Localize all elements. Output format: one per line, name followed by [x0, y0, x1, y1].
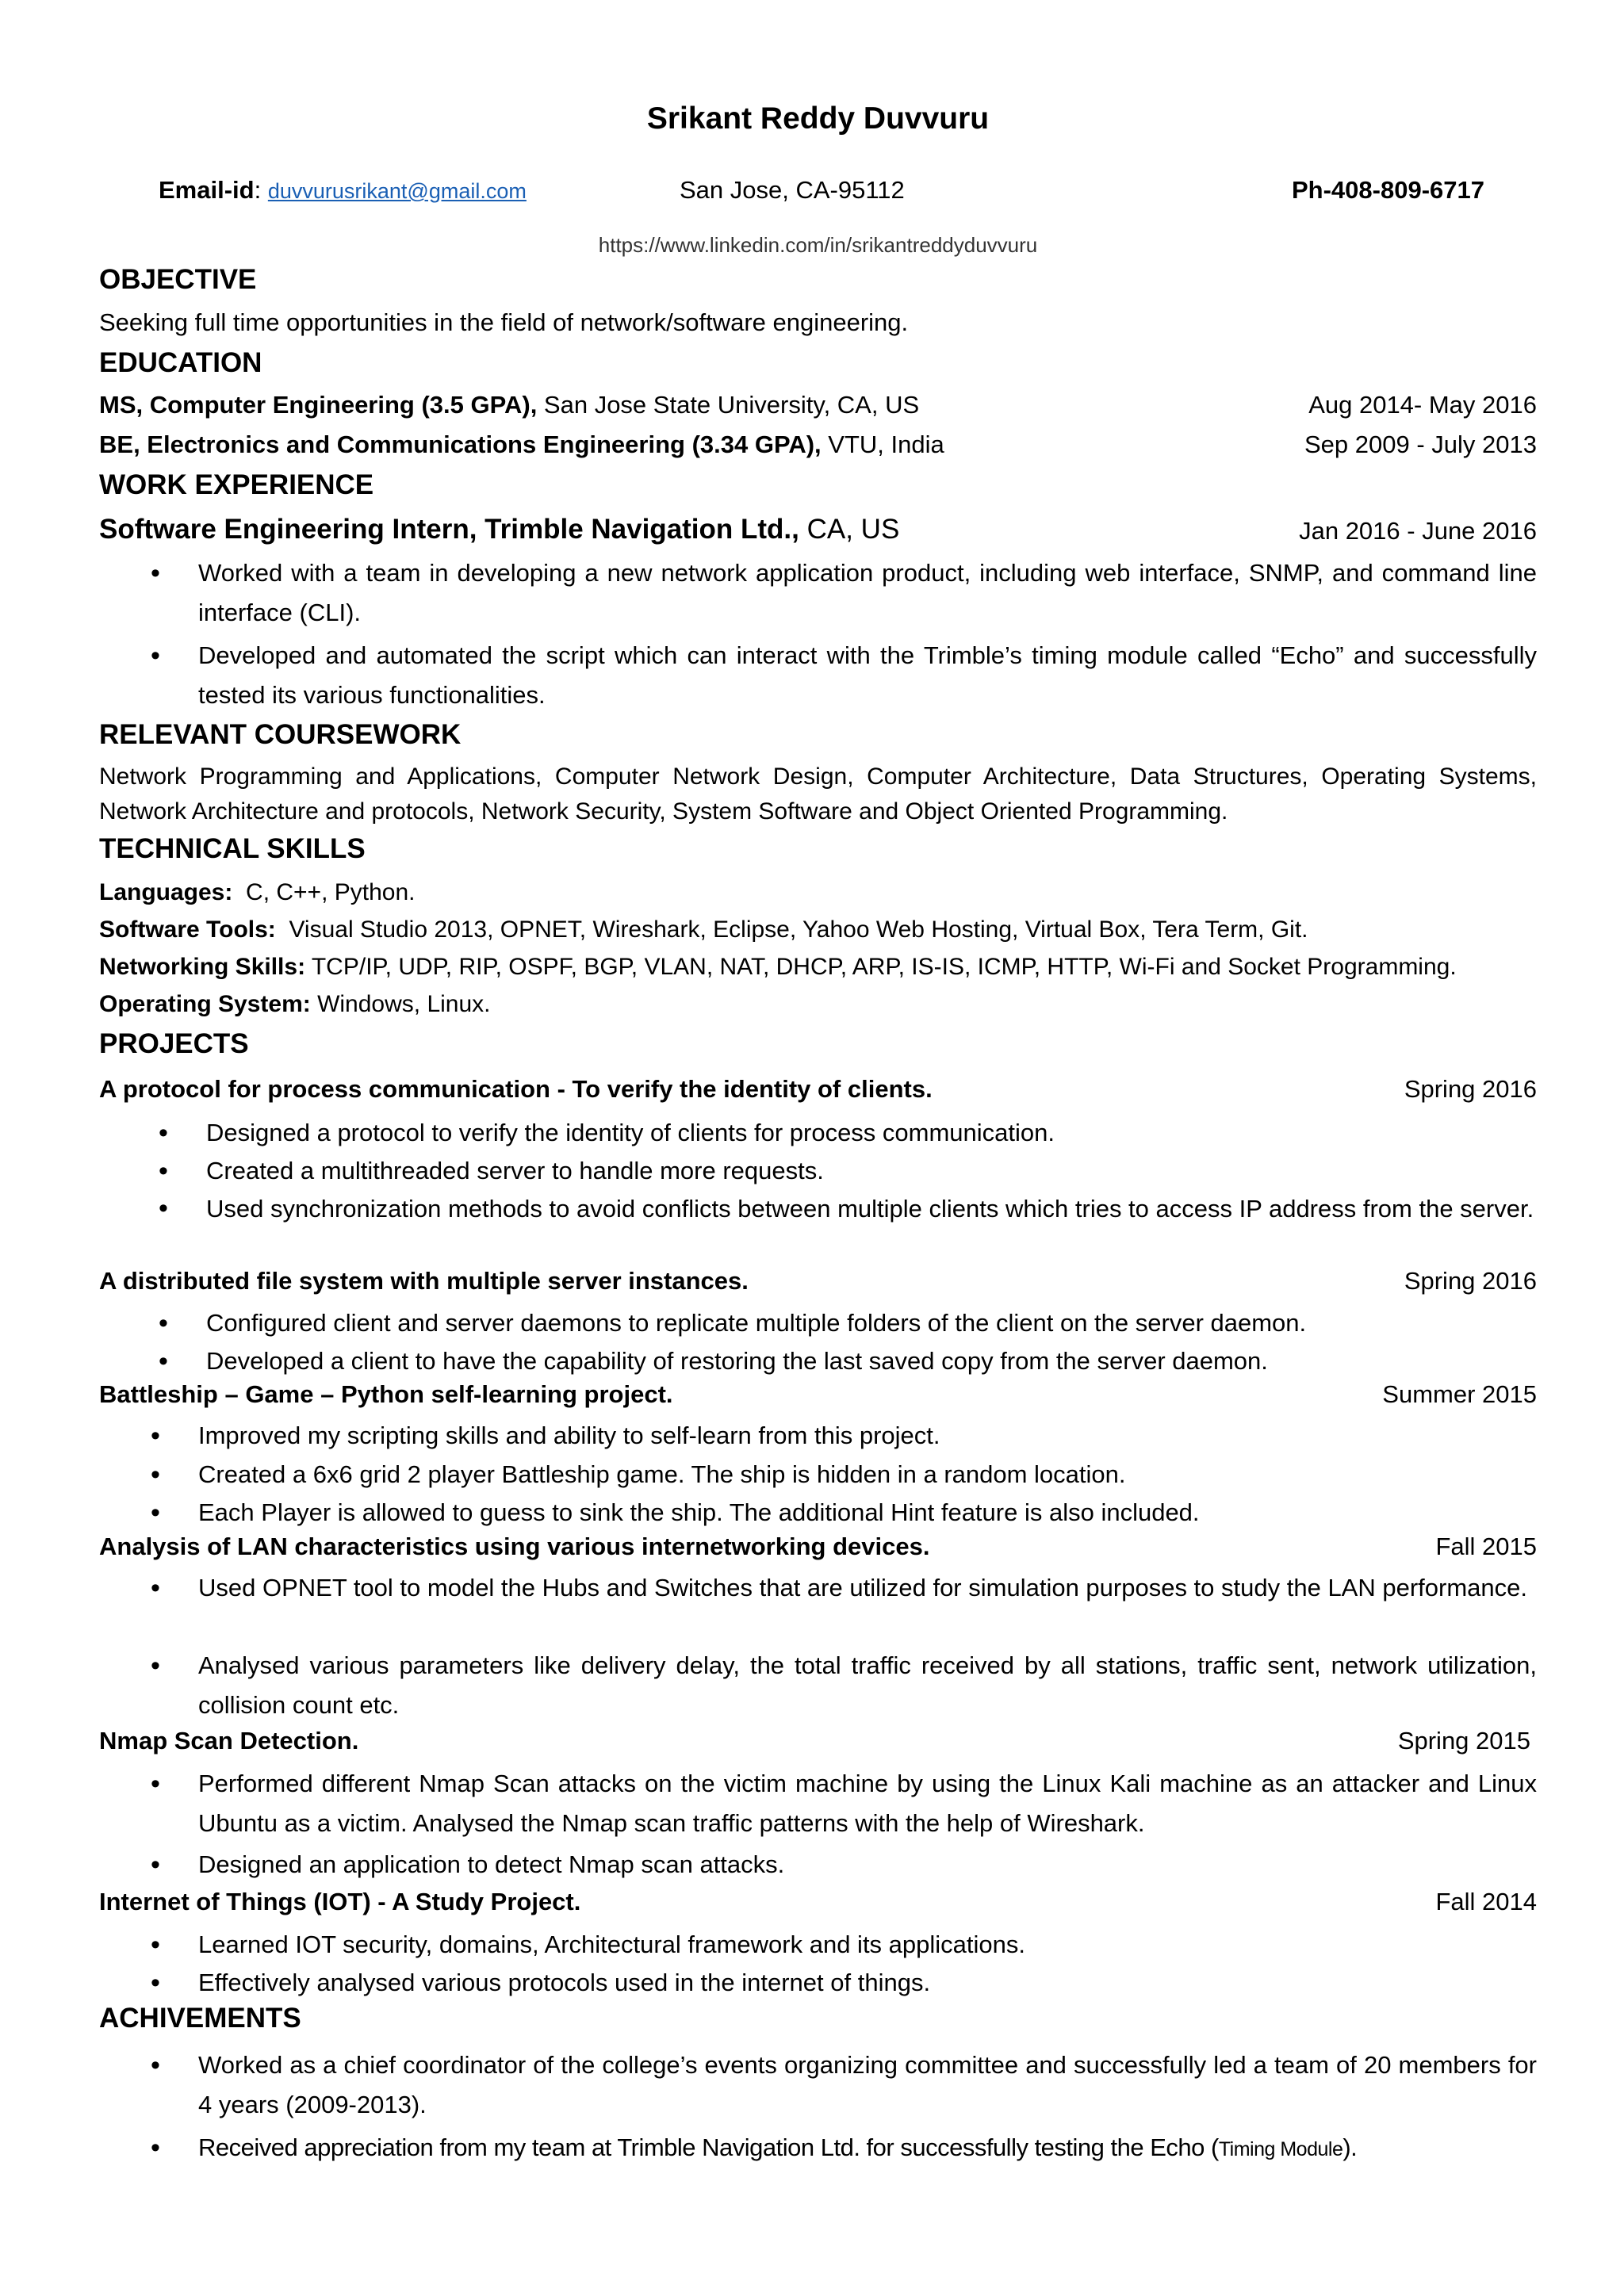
skill-value: Visual Studio 2013, OPNET, Wireshark, Eclipse, Yahoo Web Hosting, Virtual Box, Tera Term, Git.	[275, 916, 1308, 943]
skill-label: Operating System:	[99, 991, 311, 1017]
project-bullet: • Created a multithreaded server to handle more requests.	[206, 1151, 1537, 1191]
project-date: Fall 2014	[1435, 1888, 1537, 1915]
projects-heading: PROJECTS	[99, 1028, 249, 1059]
skill-value: TCP/IP, UDP, RIP, OSPF, BGP, VLAN, NAT, DHCP, ARP, IS-IS, ICMP, HTTP, Wi-Fi and Socket Programming.	[305, 954, 1457, 980]
achievement-text: Received appreciation from my team at Trimble Navigation Ltd. for successfully testing the Echo (	[198, 2133, 1219, 2161]
work-role-line	[99, 514, 1537, 545]
project-title-line	[99, 1727, 1537, 1755]
work-heading: WORK EXPERIENCE	[99, 469, 374, 500]
work-bullet: • Developed and automated the script which can interact with the Trimble’s timing module called “Echo” and successfully tested its various functionalities.	[198, 636, 1537, 715]
objective-heading: OBJECTIVE	[99, 264, 257, 295]
education-heading: EDUCATION	[99, 347, 262, 378]
email-separator: :	[254, 176, 262, 204]
skill-row-tools	[99, 916, 1537, 943]
contact-city: San Jose, CA-95112	[680, 176, 905, 204]
skill-value: Windows, Linux.	[310, 991, 491, 1017]
contact-phone: Ph-408-809-6717	[1292, 176, 1484, 204]
project-bullet: • Improved my scripting skills and ability to self-learn from this project.	[198, 1416, 1537, 1456]
project-title: Internet of Things (IOT) - A Study Project.	[99, 1888, 581, 1915]
project-date: Spring 2015	[1397, 1727, 1530, 1755]
project-bullet: • Created a 6x6 grid 2 player Battleship game. The ship is hidden in a random location.	[198, 1455, 1537, 1494]
skill-row-languages	[99, 879, 1537, 906]
project-title: Nmap Scan Detection.	[99, 1727, 359, 1755]
project-bullet: • Learned IOT security, domains, Architectural framework and its applications.	[198, 1925, 1537, 1965]
candidate-name: Srikant Reddy Duvvuru	[646, 101, 990, 136]
achievement-bullet: • Worked as a chief coordinator of the college’s events organizing committee and successfully led a team of 20 members for 4 years (2009-2013).	[198, 2045, 1537, 2125]
work-bullet: • Worked with a team in developing a new network application product, including web interface, SNMP, and command line interface (CLI).	[198, 553, 1537, 633]
skill-value: C, C++, Python.	[232, 879, 416, 905]
education-item	[99, 430, 1537, 459]
project-bullet: • Configured client and server daemons to replicate multiple folders of the client on the server daemon.	[206, 1303, 1537, 1343]
project-bullet: • Each Player is allowed to guess to sink the ship. The additional Hint feature is also included.	[198, 1493, 1537, 1533]
resume-page	[99, 0, 1537, 2296]
linkedin-url[interactable]: https://www.linkedin.com/in/srikantreddyduvvuru	[598, 233, 1038, 257]
degree: BE, Electronics and Communications Engineering (3.34 GPA),	[99, 430, 822, 458]
education-dates: Sep 2009 - July 2013	[1304, 430, 1537, 458]
project-title-line	[99, 1533, 1537, 1561]
project-title-line	[99, 1075, 1537, 1104]
work-dates: Jan 2016 - June 2016	[1299, 517, 1537, 545]
email-link[interactable]: duvvurusrikant@gmail.com	[267, 179, 527, 203]
project-date: Spring 2016	[1404, 1267, 1537, 1295]
degree: MS, Computer Engineering (3.5 GPA),	[99, 391, 538, 419]
project-title-line	[99, 1267, 1537, 1295]
project-title: A protocol for process communication - To verify the identity of clients.	[99, 1075, 933, 1103]
project-title-line	[99, 1888, 1537, 1916]
achievements-heading: ACHIVEMENTS	[99, 2003, 301, 2034]
work-role: Software Engineering Intern, Trimble Navigation Ltd.,	[99, 514, 799, 545]
achievement-small-text: Timing Module	[1218, 2138, 1343, 2160]
education-item	[99, 391, 1537, 419]
school: VTU, India	[821, 430, 944, 458]
project-bullet: • Effectively analysed various protocols used in the internet of things.	[198, 1963, 1537, 2003]
project-bullet: • Used OPNET tool to model the Hubs and Switches that are utilized for simulation purposes to study the LAN performance.	[198, 1569, 1537, 1607]
skill-label: Languages:	[99, 879, 233, 905]
skill-row-networking	[99, 954, 1537, 981]
achievement-end: ).	[1342, 2133, 1358, 2161]
project-title: A distributed file system with multiple server instances.	[99, 1267, 749, 1295]
school: San Jose State University, CA, US	[537, 391, 920, 419]
achievement-bullet	[198, 2128, 1537, 2169]
contact-email	[159, 176, 527, 205]
project-title: Battleship – Game – Python self-learning project.	[99, 1380, 673, 1408]
project-date: Spring 2016	[1404, 1075, 1537, 1103]
project-title: Analysis of LAN characteristics using various internetworking devices.	[99, 1533, 930, 1560]
project-bullet: • Developed a client to have the capability of restoring the last saved copy from the server daemon.	[206, 1341, 1537, 1381]
education-dates: Aug 2014- May 2016	[1308, 391, 1537, 419]
project-bullet: • Designed a protocol to verify the identity of clients for process communication.	[206, 1113, 1537, 1153]
project-bullet: • Performed different Nmap Scan attacks on the victim machine by using the Linux Kali machine as an attacker and Linux Ubuntu as a victim. Analysed the Nmap scan traffic patterns with the help of Wireshark.	[198, 1764, 1537, 1843]
skill-label: Software Tools:	[99, 916, 276, 943]
coursework-text: Network Programming and Applications, Computer Network Design, Computer Architecture, Data Structures, Operating Systems, Network Architecture and protocols, Network Security, System Software and Object Oriented Programming.	[99, 763, 1537, 825]
project-title-line	[99, 1380, 1537, 1409]
objective-text: Seeking full time opportunities in the field of network/software engineering.	[99, 308, 909, 336]
coursework-heading: RELEVANT COURSEWORK	[99, 719, 462, 750]
project-bullet: • Analysed various parameters like delivery delay, the total traffic received by all stations, traffic sent, network utilization, collision count etc.	[198, 1646, 1537, 1725]
project-bullet: • Used synchronization methods to avoid conflicts between multiple clients which tries to access IP address from the server.	[206, 1190, 1537, 1227]
skill-row-os	[99, 991, 1537, 1018]
work-location: CA, US	[799, 514, 900, 545]
skills-heading: TECHNICAL SKILLS	[99, 833, 366, 864]
project-bullet: • Designed an application to detect Nmap scan attacks.	[198, 1845, 1537, 1885]
project-date: Summer 2015	[1382, 1380, 1537, 1408]
email-label: Email-id	[159, 176, 255, 204]
skill-label: Networking Skills:	[99, 954, 306, 980]
project-date: Fall 2015	[1435, 1533, 1537, 1560]
